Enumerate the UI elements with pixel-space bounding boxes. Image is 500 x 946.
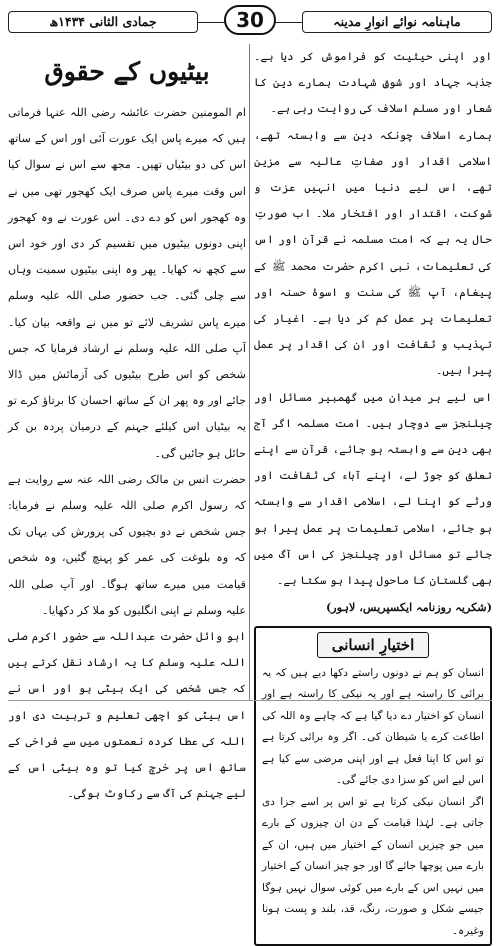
magazine-name: ماہنامہ نوائے انوارِ مدینہ <box>302 11 492 33</box>
article-paragraph: اس لیے ہر میدان میں گھمبیر مسائل اور چیلنجز سے دوچار ہیں۔ امت مسلمہ اگر آج بھی دین سے وابستہ ہو جائے، قرآن سے اپنے تعلق کو جوڑ لے، اپنے آباء کی ثقافت اور ورثے کو اپنا لے، اسلامی اقدار سے وابستہ ہو جائے، اسلامی تعلیمات پر عمل پیرا ہو جائے تو مسائل اور چیلنجز کی اس آگ میں بھی گلستان کا ماحول پیدا ہو سکتا ہے۔ <box>254 390 492 588</box>
boxed-article-title: اختیارِ انسانی <box>317 632 430 658</box>
article-paragraph: ام المومنین حضرت عائشہ رضی اللہ عنہا فرماتی ہیں کہ میرے پاس ایک عورت آئی اور اس کے ساتھ اس کی دو بیٹیاں تھیں۔ مجھ سے اس نے سوال کیا اس وقت میرے پاس صرف ایک کھجور تھی میں نے وہ کھجور اس کو دے دی۔ اس عورت نے وہ کھجور اپنی دونوں بیٹیوں میں تقسیم کر دی اور خود اس سے کچھ نہ کھایا۔ پھر وہ اپنی بیٹیوں سمیت وہاں سے چلی گئی۔ جب حضور صلی اللہ علیہ وسلم میرے پاس تشریف لائے تو میں نے واقعہ بیان کیا۔ آپ صلی اللہ علیہ وسلم نے ارشاد فرمایا کہ جس شخص کو اس طرح بیٹیوں کی آزمائش میں ڈالا جائے اور وہ پھر ان کے ساتھ احسان کا برتاؤ کرے تو یہ بیٹیاں اس کیلئے جہنم کے درمیان پردہ بن کر حائل ہو جائیں گی۔ <box>8 106 246 460</box>
left-column <box>8 44 246 807</box>
issue-date: جمادی الثانی ۱۴۳۴ھ <box>8 11 198 33</box>
boxed-paragraph: اگر انسان نیکی کرتا ہے تو اس پر اسے جزا دی جاتی ہے۔ لہٰذا قیامت کے دن ان چیزوں کے بارے میں جو چیزیں انسان کے اختیار میں ہیں، ان کے بارے میں پوچھا جائے گا اور جو چیز انسان کے اختیار میں نہیں اس کے بارے میں کوئی سوال نہیں ہوگا جیسے شکل و صورت، رنگ، قد، بلند و پست ہونا وغیرہ۔ <box>262 795 484 937</box>
article-paragraph: ابو وائل حضرت عبداللہ سے حضور اکرم صلی اللہ علیہ وسلم کا یہ ارشاد نقل کرتے ہیں کہ جس شخص کی ایک بیٹی ہو اور اس نے اس بیٹی کو اچھی تعلیم و تربیت دی اور اللہ کی عطا کردہ نعمتوں میں سے فراخی کے ساتھ اس پر خرچ کیا تو وہ بیٹی اس کے لیے جہنم کی آگ سے رکاوٹ ہوگی۔ <box>8 630 246 801</box>
right-column <box>254 44 492 946</box>
page-number: 30 <box>224 5 276 35</box>
footer-rule <box>8 700 492 701</box>
source-credit: (شکریہ روزنامہ ایکسپریس، لاہور) <box>326 600 492 615</box>
boxed-article <box>254 626 492 946</box>
article-paragraph: ہمارے اسلاف چونکہ دین سے وابستہ تھے، اسلامی اقدار اور صفاتِ عالیہ سے مزین تھے، اس لیے دنیا میں انہیں عزت و شوکت، اقتدار اور افتخار ملا۔ اب صورتِ حال یہ ہے کہ امت مسلمہ نے قرآن اور اس کی تعلیمات، نبی اکرم حضرت محمد ﷺ کے پیغام، آپ ﷺ کی سنت و اسوۂ حسنہ اور تعلیمات پر عمل کم کر دیا ہے۔ اغیار کی تہذیب و ثقافت اور ان کی اقدار پر عمل پیرا ہیں۔ <box>254 128 492 378</box>
boxed-paragraph: انسان کو ہم نے دونوں راستے دکھا دیے ہیں کہ یہ برائی کا راستہ ہے اور یہ نیکی کا راستہ ہے اور انسان کو اختیار دے دیا گیا ہے کہ چاہے وہ اللہ کی اطاعت کرے یا شیطان کی۔ اگر وہ برائی کرتا ہے تو اس کا اپنا فعل ہے اور اپنی مرضی سے کیا ہے اس لیے اس کو سزا دی جائے گی۔ <box>262 666 484 787</box>
article-paragraph: حضرت انس بن مالک رضی اللہ عنہ سے روایت ہے کہ رسول اکرم صلی اللہ علیہ وسلم نے فرمایا: جس شخص نے دو بچیوں کی پرورش کی یہاں تک کہ وہ بلوغت کی عمر کو پہنچ گئیں، وہ شخص قیامت میں میرے ساتھ ہوگا۔ اور آپ صلی اللہ علیہ وسلم نے اپنی انگلیوں کو ملا کر دکھایا۔ <box>8 472 246 617</box>
column-divider <box>249 44 250 700</box>
article-paragraph: اور اپنی حیثیت کو فراموش کر دیا ہے۔ جذبہ جہاد اور شوقِ شہادت ہمارے دین کا شعار اور مسلم اسلاف کی روایت رہی ہے۔ <box>254 50 492 116</box>
article-title: بیٹیوں کے حقوق <box>44 57 210 86</box>
page-header <box>8 5 492 39</box>
